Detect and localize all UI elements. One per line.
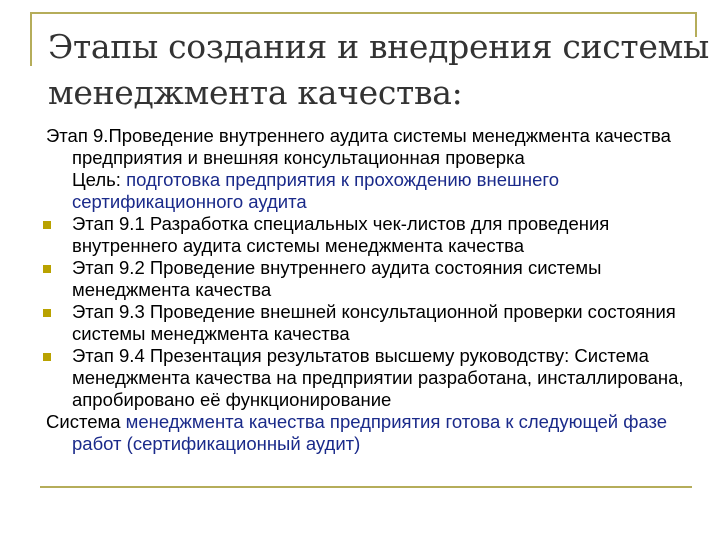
- list-item-text: Этап 9.1 Разработка специальных чек-листов для проведения внутреннего аудита системы менеджмента качества: [72, 213, 610, 256]
- conclusion-start: Система: [46, 411, 126, 432]
- square-bullet-icon: [43, 309, 51, 317]
- intro-text: Этап 9.Проведение внутреннего аудита системы менеджмента качества предприятия и внешняя консультационная проверка: [46, 125, 671, 168]
- list-item-text: Этап 9.4 Презентация результатов высшему руководству: Система менеджмента качества на предприятии разработана, инсталлирована, апробировано её функционирование: [72, 345, 684, 410]
- conclusion-value: менеджмента качества предприятия готова к следующей фазе работ (сертификационный аудит): [72, 411, 668, 454]
- list-item-text: Этап 9.2 Проведение внутреннего аудита состояния системы менеджмента качества: [72, 257, 602, 300]
- square-bullet-icon: [43, 353, 51, 361]
- conclusion-paragraph: [46, 411, 706, 455]
- list-item: [46, 301, 706, 345]
- title-line-2: менеджмента качества:: [48, 73, 463, 112]
- list-item: [46, 345, 706, 411]
- goal-label: Цель:: [72, 169, 127, 190]
- slide-body: [46, 125, 706, 455]
- slide-title: [48, 24, 708, 116]
- title-line-1: Этапы создания и внедрения системы: [48, 27, 709, 66]
- square-bullet-icon: [43, 265, 51, 273]
- list-item: [46, 213, 706, 257]
- goal-value: подготовка предприятия к прохождению внешнего сертификационного аудита: [72, 169, 559, 212]
- intro-paragraph: [46, 125, 706, 213]
- frame-top-line: [30, 12, 695, 14]
- list-item: [46, 257, 706, 301]
- square-bullet-icon: [43, 221, 51, 229]
- frame-bottom-line: [40, 486, 692, 488]
- frame-left-line: [30, 12, 32, 66]
- list-item-text: Этап 9.3 Проведение внешней консультационной проверки состояния системы менеджмента качества: [72, 301, 676, 344]
